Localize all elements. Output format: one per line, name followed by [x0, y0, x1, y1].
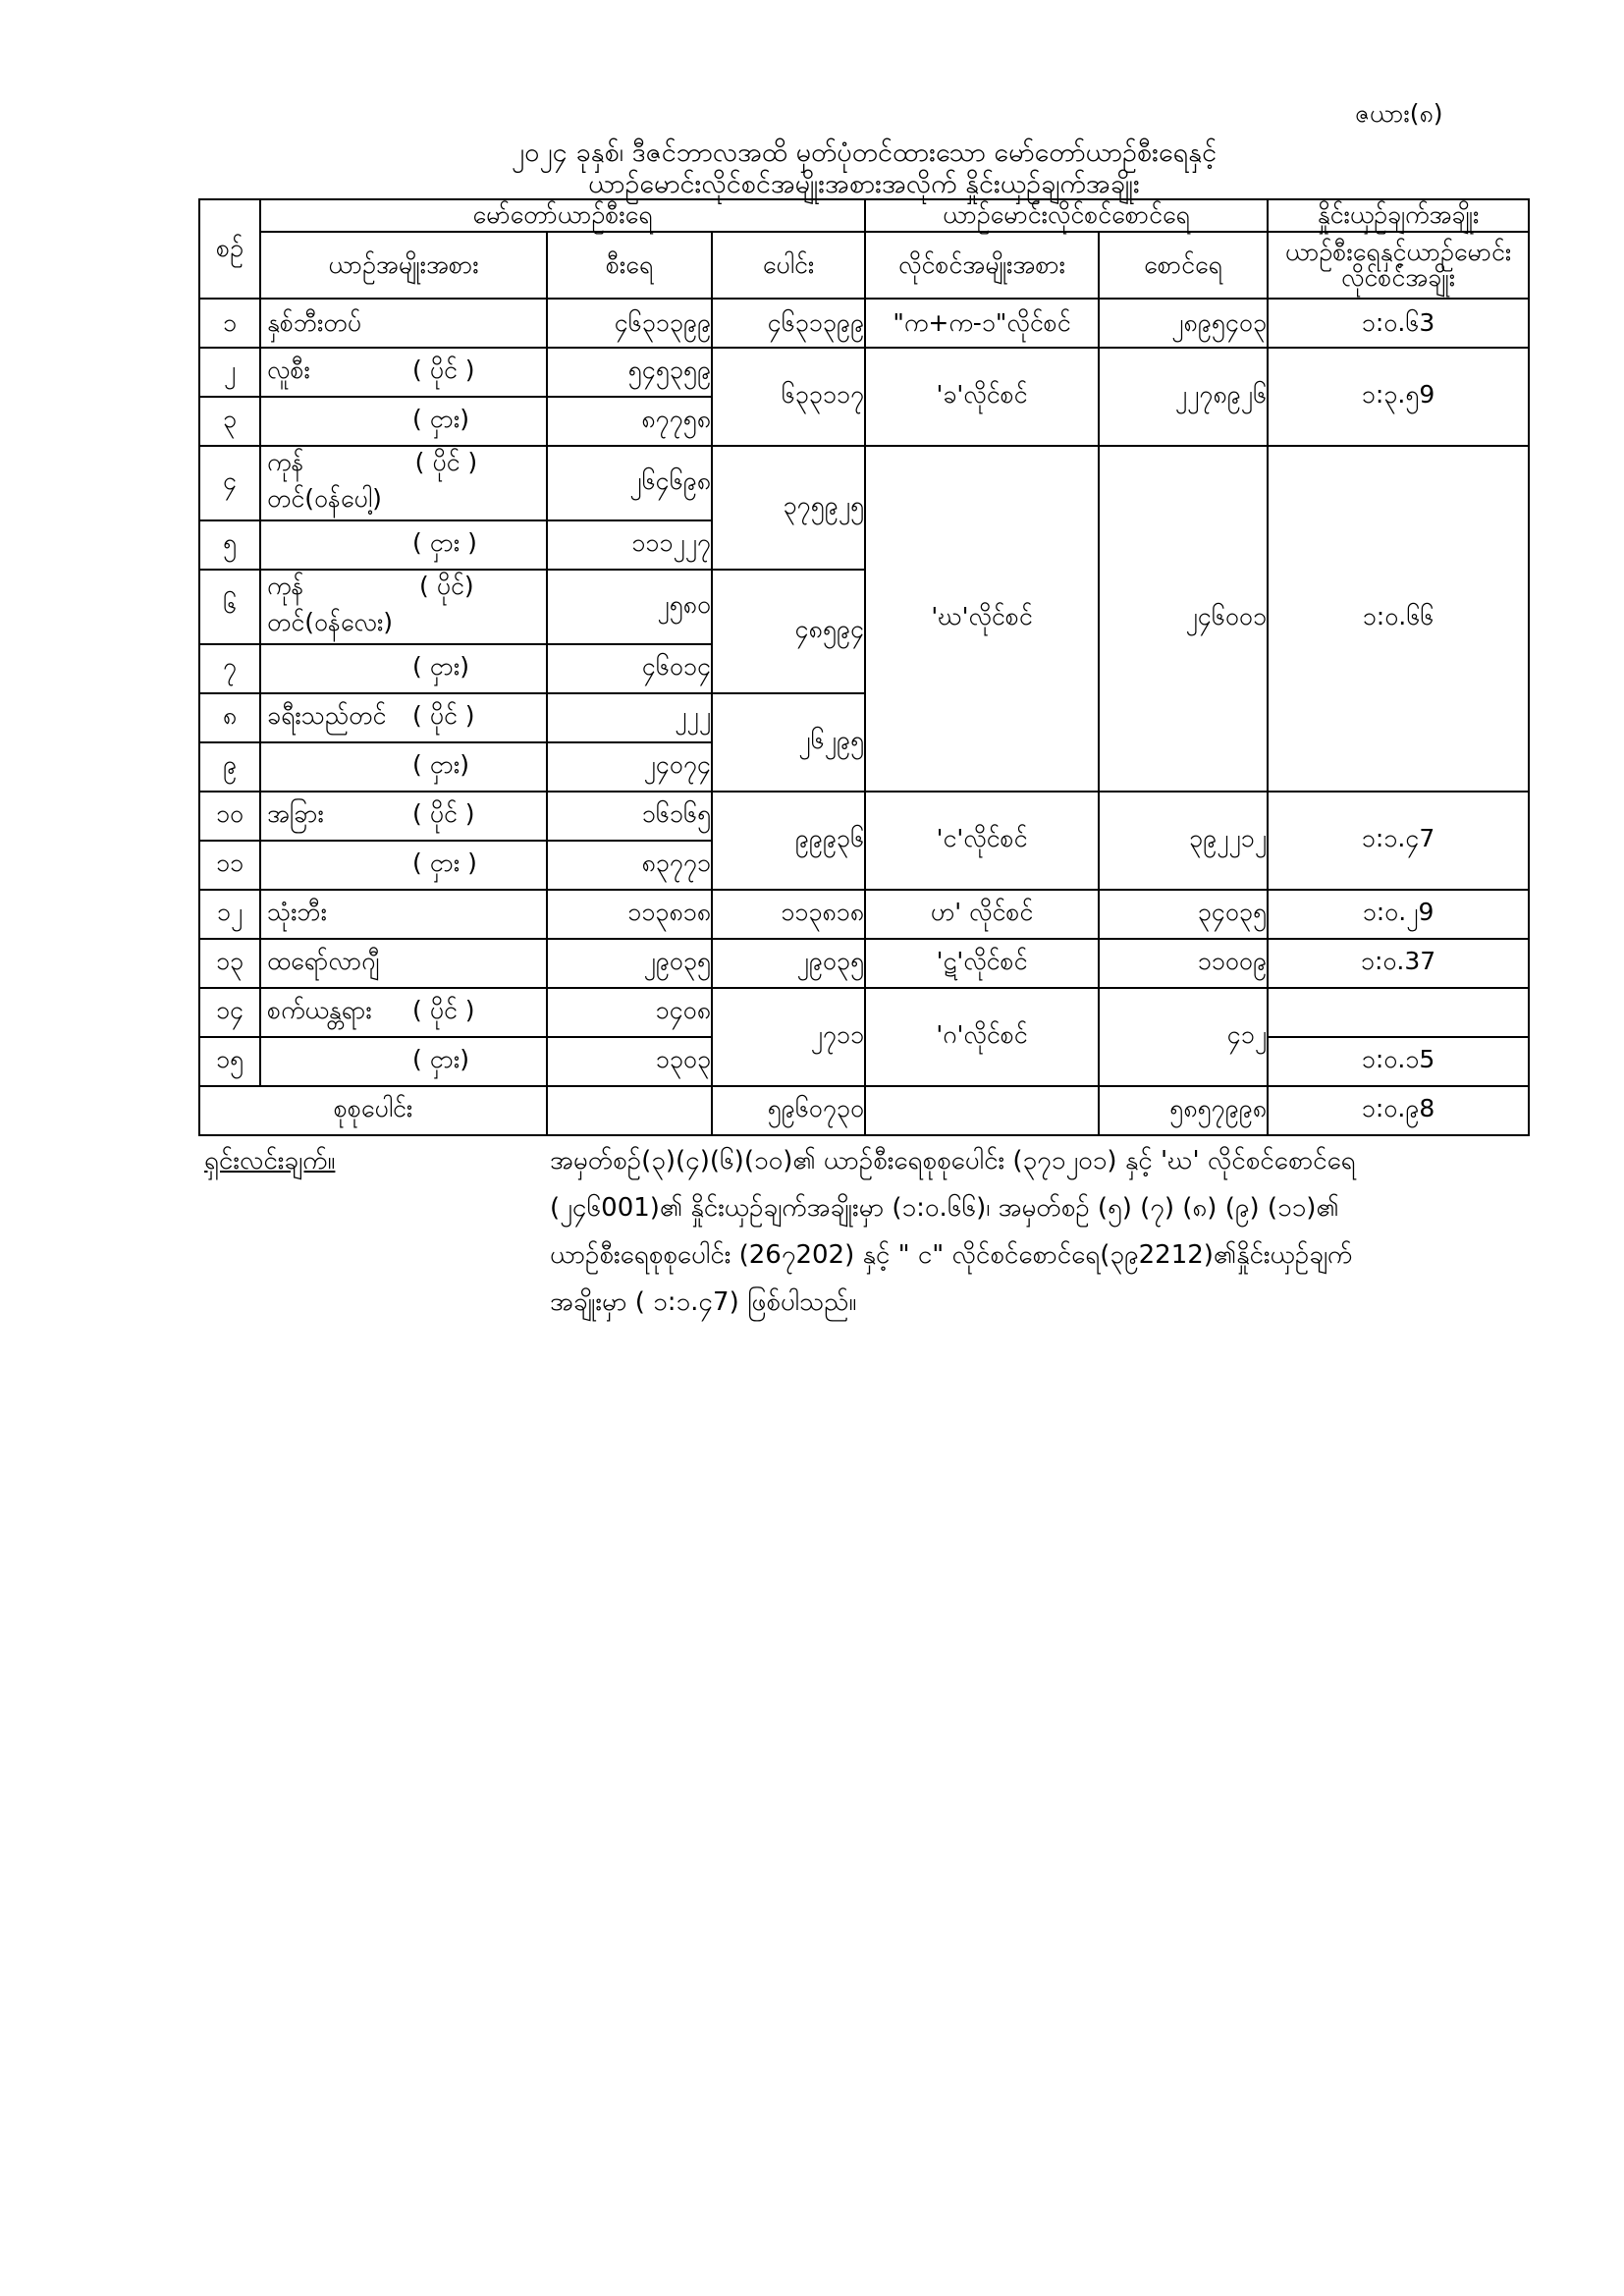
cell-total: ၁၁၃၈၁၈	[712, 890, 865, 939]
cell-sr: ၂	[199, 348, 260, 397]
type-sub: ( ငှား )	[412, 527, 477, 557]
total-ratio: ၁:၀.၉8	[1268, 1086, 1529, 1135]
explanation-line: အမှတ်စဉ်(၃)(၄)(၆)(၁၀)၏ ယာဉ်စီးရေစုစုပေါင်း (၃၇၁၂၀၁) နှင့် 'ဃ' လိုင်စင်စောင်ရေ	[550, 1146, 1356, 1175]
total-empty	[865, 1086, 1099, 1135]
header-ratio-sub: ယာဉ်စီးရေနှင့်ယာဉ်မောင်းလိုင်စင်အချိုး	[1268, 232, 1529, 299]
type-sub: ( ငှား)	[412, 651, 469, 681]
type-sub: ( ငှား)	[412, 1044, 469, 1073]
cell-license-type: 'င'လိုင်စင်	[865, 792, 1099, 890]
cell-ratio: ၁:၀.၆3	[1268, 299, 1529, 348]
cell-license-count: ၂၈၉၅၄၀၃	[1099, 299, 1268, 348]
cell-total: ၆၃၃၁၁၇	[712, 348, 865, 446]
cell-ratio: ၁:၃.၅9	[1268, 348, 1529, 446]
explanation-line: အချိုးမှာ ( ၁:၁.၄7) ဖြစ်ပါသည်။	[550, 1287, 857, 1317]
cell-sr: ၇	[199, 644, 260, 693]
cell-count: ၁၃၀၃	[547, 1037, 712, 1086]
cell-count: ၁၄၀၈	[547, 988, 712, 1037]
type-name: နှစ်ဘီးတပ်	[267, 308, 361, 337]
type-sub: ( ငှား)	[412, 749, 469, 779]
cell-count: ၁၁၁၂၂၇	[547, 520, 712, 570]
header-vehicles: မော်တော်ယာဉ်စီးရေ	[260, 199, 865, 232]
table-row	[199, 446, 1529, 520]
cell-license-type: 'ခ'လိုင်စင်	[865, 348, 1099, 446]
type-name: ကုန်တင်(ဝန်ပေါ့)	[267, 448, 382, 513]
type-sub: ( ပိုင် )	[412, 995, 475, 1024]
total-licenses: ၅၈၅၇၉၉၈	[1099, 1086, 1268, 1135]
header-count: စီးရေ	[547, 232, 712, 299]
cell-count: ၁၁၃၈၁၈	[547, 890, 712, 939]
type-name: သုံးဘီး	[267, 897, 327, 926]
header-licenses: ယာဉ်မောင်းလိုင်စင်စောင်ရေ	[865, 199, 1268, 232]
type-sub: ( ပိုင်)	[419, 572, 474, 600]
type-sub: ( ပိုင် )	[412, 798, 475, 828]
type-sub: ( ပိုင် )	[412, 355, 475, 384]
type-sub: ( ပိုင် )	[414, 448, 478, 476]
cell-sr: ၈	[199, 693, 260, 742]
header-total: ပေါင်း	[712, 232, 865, 299]
cell-license-count: ၃၉၂၂၁၂	[1099, 792, 1268, 890]
cell-type	[260, 693, 547, 742]
header-sr: စဉ်	[199, 199, 260, 299]
table-row	[199, 890, 1529, 939]
cell-type	[260, 742, 547, 792]
table-row	[199, 939, 1529, 988]
cell-count: ၂၆၄၆၉၈	[547, 446, 712, 520]
cell-type	[260, 890, 547, 939]
cell-count: ၂၂၂	[547, 693, 712, 742]
cell-type	[260, 1037, 547, 1086]
table-row	[199, 299, 1529, 348]
cell-sr: ၁၄	[199, 988, 260, 1037]
cell-type	[260, 841, 547, 890]
cell-sr: ၁၃	[199, 939, 260, 988]
cell-total: ၃၇၅၉၂၅	[712, 446, 865, 570]
cell-license-count: ၄၁၂	[1099, 988, 1268, 1086]
explanation-label: ရှင်းလင်းချက်။	[204, 1146, 336, 1175]
type-sub	[412, 946, 522, 982]
type-sub	[412, 897, 522, 933]
cell-total: ၂၆၂၉၅	[712, 693, 865, 792]
cell-sr: ၉	[199, 742, 260, 792]
cell-ratio-empty	[1268, 988, 1529, 1037]
cell-type	[260, 570, 547, 644]
cell-count: ၂၉၀၃၅	[547, 939, 712, 988]
cell-total: ၉၉၉၃၆	[712, 792, 865, 890]
type-sub: ( ငှား )	[412, 847, 477, 877]
type-name: စက်ယန္တရား	[267, 995, 372, 1024]
cell-sr: ၁၅	[199, 1037, 260, 1086]
cell-count: ၄၆၃၁၃၉၉	[547, 299, 712, 348]
cell-sr: ၁၀	[199, 792, 260, 841]
cell-type	[260, 397, 547, 446]
type-sub: ( ပိုင် )	[412, 700, 475, 730]
cell-type	[260, 299, 547, 348]
cell-license-type: ဟ' လိုင်စင်	[865, 890, 1099, 939]
cell-license-count: ၂၂၇၈၉၂၆	[1099, 348, 1268, 446]
cell-count: ၈၇၇၅၈	[547, 397, 712, 446]
cell-license-type: 'ဃ'လိုင်စင်	[865, 446, 1099, 792]
total-label: စုစုပေါင်း	[199, 1086, 547, 1135]
cell-total: ၄၈၅၉၄	[712, 570, 865, 693]
type-name: အခြား	[267, 798, 324, 828]
cell-count: ၅၄၅၃၅၉	[547, 348, 712, 397]
table-row	[199, 988, 1529, 1037]
cell-ratio: ၁:၀.၂9	[1268, 890, 1529, 939]
page-reference: ဇယား(၈)	[1355, 99, 1443, 128]
cell-sr: ၁၂	[199, 890, 260, 939]
document-subtitle: ယာဉ်မောင်းလိုင်စင်အမျိုးအစားအလိုက် နှိုင်းယှဉ်ချက်အချိုး	[588, 169, 1140, 199]
cell-type	[260, 988, 547, 1037]
cell-license-type: 'ဂ'လိုင်စင်	[865, 988, 1099, 1086]
ratio-table	[198, 198, 1530, 1136]
cell-count: ၂၅၈၀	[547, 570, 712, 644]
table-row	[199, 348, 1529, 397]
cell-sr: ၄	[199, 446, 260, 520]
cell-count: ၈၃၇၇၁	[547, 841, 712, 890]
explanation-text	[550, 1137, 1463, 1326]
cell-type	[260, 939, 547, 988]
cell-license-count: ၂၄၆၀၀၁	[1099, 446, 1268, 792]
cell-license-type: "က+က-၁"လိုင်စင်	[865, 299, 1099, 348]
cell-sr: ၁	[199, 299, 260, 348]
document-title: ၂၀၂၄ ခုနှစ်၊ ဒီဇင်ဘာလအထိ မှတ်ပုံတင်ထားသော မော်တော်ယာဉ်စီးရေနှင့်	[511, 137, 1218, 168]
cell-type	[260, 792, 547, 841]
explanation-line: (၂၄၆001)၏ နှိုင်းယှဉ်ချက်အချိုးမှာ (၁:၀.၆၆)၊ အမှတ်စဉ် (၅) (၇) (၈) (၉) (၁၁)၏	[550, 1193, 1339, 1223]
cell-license-count: ၃၄၀၃၅	[1099, 890, 1268, 939]
cell-ratio: ၁:၀.37	[1268, 939, 1529, 988]
type-name: လူစီး	[267, 355, 310, 384]
type-name: ကုန်တင်(ဝန်လေး)	[267, 572, 394, 636]
cell-ratio: ၁:၁.၄7	[1268, 792, 1529, 890]
cell-sr: ၅	[199, 520, 260, 570]
cell-sr: ၃	[199, 397, 260, 446]
header-ratio: နှိုင်းယှဉ်ချက်အချိုး	[1268, 199, 1529, 232]
type-name: ထရော်လာဂျီ	[267, 946, 380, 975]
header-license-type: လိုင်စင်အမျိုးအစား	[865, 232, 1099, 299]
cell-count: ၁၆၁၆၅	[547, 792, 712, 841]
cell-type	[260, 446, 547, 520]
cell-total: ၄၆၃၁၃၉၉	[712, 299, 865, 348]
total-vehicles: ၅၉၆၀၇၃၀	[712, 1086, 865, 1135]
cell-license-type: 'ဋ'လိုင်စင်	[865, 939, 1099, 988]
cell-sr: ၆	[199, 570, 260, 644]
header-license-count: စောင်ရေ	[1099, 232, 1268, 299]
cell-type	[260, 644, 547, 693]
cell-type	[260, 348, 547, 397]
type-name: ခရီးသည်တင်	[267, 700, 387, 730]
total-empty	[547, 1086, 712, 1135]
cell-type	[260, 520, 547, 570]
cell-ratio: ၁:၀.၁5	[1268, 1037, 1529, 1086]
header-type: ယာဉ်အမျိုးအစား	[260, 232, 547, 299]
cell-total: ၂၉၀၃၅	[712, 939, 865, 988]
cell-count: ၄၆၀၁၄	[547, 644, 712, 693]
cell-ratio: ၁:၀.၆၆	[1268, 446, 1529, 792]
explanation-line: ယာဉ်စီးရေစုစုပေါင်း (26၇202) နှင့် " င" လိုင်စင်စောင်ရေ(၃၉2212)၏နှိုင်းယှဉ်ချက်	[550, 1240, 1353, 1270]
type-sub: ( ငှား)	[412, 404, 469, 433]
cell-sr: ၁၁	[199, 841, 260, 890]
cell-license-count: ၁၁၀၀၉	[1099, 939, 1268, 988]
table-row	[199, 792, 1529, 841]
cell-total: ၂၇၁၁	[712, 988, 865, 1086]
type-sub	[412, 307, 522, 344]
cell-count: ၂၄၀၇၄	[547, 742, 712, 792]
total-row	[199, 1086, 1529, 1135]
